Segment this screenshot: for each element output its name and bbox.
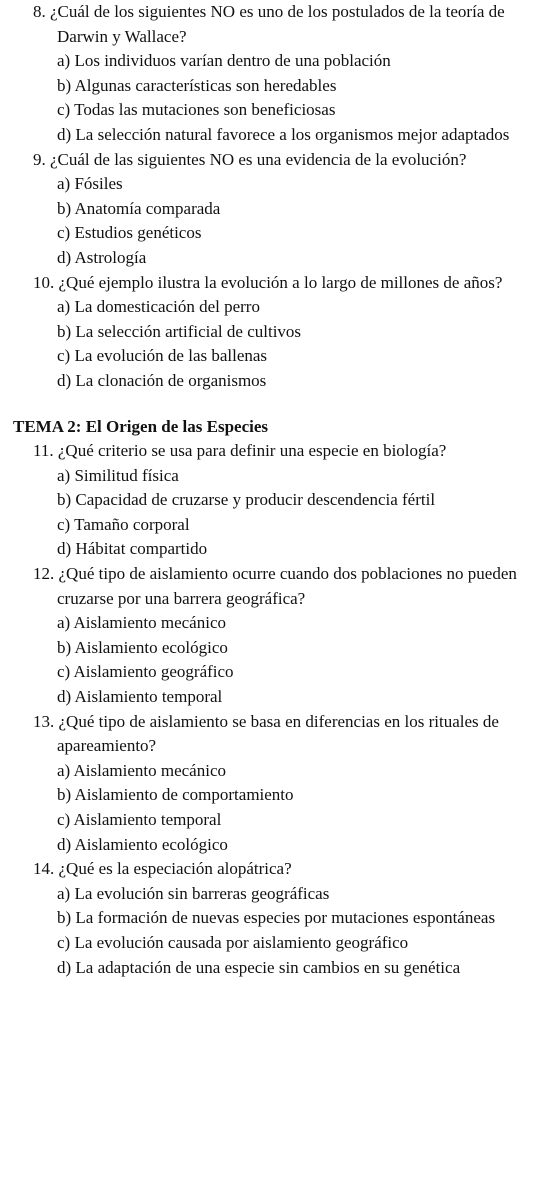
answer-option: d) La selección natural favorece a los organismos mejor adaptados <box>57 124 510 144</box>
answer-option: c) Aislamiento temporal <box>57 810 222 829</box>
question-stem: 8. ¿Cuál de los siguientes NO es uno de los postulados de la teoría de Darwin y Wallace? <box>33 2 505 46</box>
answer-option: d) La clonación de organismos <box>57 370 267 390</box>
answer-option: b) Anatomía comparada <box>57 198 221 218</box>
answer-option: c) La evolución de las ballenas <box>57 346 268 366</box>
answer-option: b) La formación de nuevas especies por mutaciones espontáneas <box>57 908 496 928</box>
question-8 <box>0 0 551 148</box>
answer-option: b) La selección artificial de cultivos <box>57 321 302 341</box>
answer-option: c) Aislamiento geográfico <box>57 662 234 682</box>
question-14 <box>0 857 551 980</box>
section-title: TEMA 2: El Origen de las Especies <box>13 416 268 436</box>
answer-option: c) La evolución causada por aislamiento geográfico <box>57 932 409 952</box>
question-9 <box>0 148 551 271</box>
question-12 <box>0 562 551 710</box>
answer-option: a) La domesticación del perro <box>57 297 260 317</box>
answer-option: b) Aislamiento de comportamiento <box>57 785 294 805</box>
answer-option: d) Hábitat compartido <box>57 539 208 559</box>
answer-option: a) Aislamiento mecánico <box>57 760 226 780</box>
answer-option: c) Tamaño corporal <box>57 514 190 534</box>
answer-option: d) Aislamiento temporal <box>57 687 223 707</box>
answer-option: a) Similitud física <box>57 465 179 485</box>
question-13 <box>0 710 551 858</box>
question-stem: 11. ¿Qué criterio se usa para definir una especie en biología? <box>33 441 447 461</box>
question-stem: 14. ¿Qué es la especiación alopátrica? <box>33 859 292 879</box>
answer-option: d) Astrología <box>57 247 147 267</box>
answer-option: a) Fósiles <box>57 174 123 194</box>
answer-option: b) Aislamiento ecológico <box>57 637 228 657</box>
answer-option: b) Algunas características son heredables <box>57 75 337 95</box>
answer-option: b) Capacidad de cruzarse y producir descendencia fértil <box>57 490 436 510</box>
question-stem: 9. ¿Cuál de las siguientes NO es una evidencia de la evolución? <box>33 149 467 169</box>
answer-option: a) Aislamiento mecánico <box>57 613 226 633</box>
question-stem: 13. ¿Qué tipo de aislamiento se basa en diferencias en los rituales de apareamiento? <box>33 711 499 756</box>
answer-option: c) Estudios genéticos <box>57 223 202 243</box>
answer-option: c) Todas las mutaciones son beneficiosas <box>57 100 336 120</box>
answer-option: d) Aislamiento ecológico <box>57 834 228 854</box>
answer-option: d) La adaptación de una especie sin cambios en su genética <box>57 957 461 977</box>
answer-option: a) La evolución sin barreras geográficas <box>57 883 330 903</box>
question-stem: 12. ¿Qué tipo de aislamiento ocurre cuando dos poblaciones no pueden cruzarse por una barrera geográfica? <box>33 564 517 608</box>
question-10 <box>0 271 551 394</box>
question-11 <box>0 439 551 562</box>
answer-option: a) Los individuos varían dentro de una población <box>57 51 391 71</box>
question-stem: 10. ¿Qué ejemplo ilustra la evolución a lo largo de millones de años? <box>33 272 503 292</box>
